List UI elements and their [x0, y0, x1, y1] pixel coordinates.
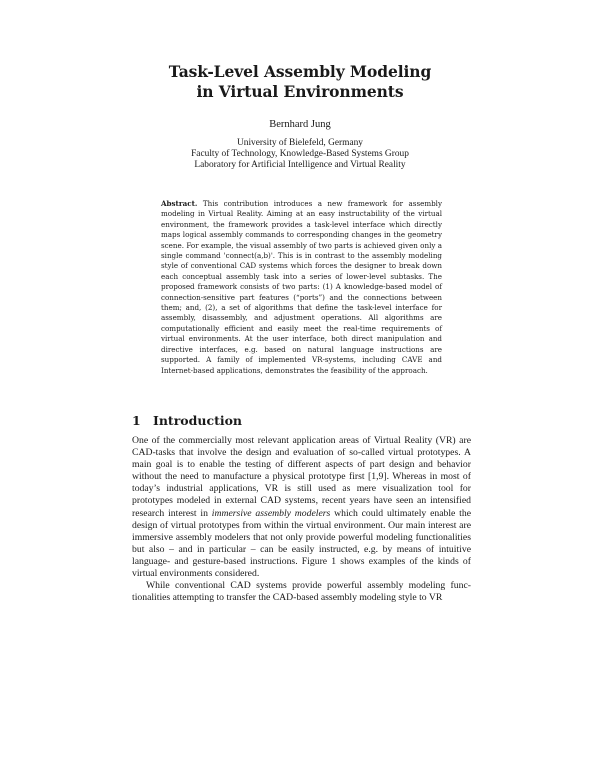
affiliation-line: University of Bielefeld, Germany [236, 138, 363, 148]
paragraph-text: which could ultimately enable the design of virtual prototypes from within the virtual environment. Our main interest are immersive assembly modelers that not only provide powerful modeling functionalities but also – and in particular – can be easily instructed, e.g. by means of intuitive language- and gesture-based instructions. Figure 1 shows examples of the kinds of virtual environments considered. [132, 507, 472, 580]
author-name: Bernhard Jung [269, 119, 331, 130]
body-text [132, 435, 471, 604]
abstract [161, 199, 442, 376]
paper-title [0, 62, 600, 102]
section-heading [132, 414, 242, 428]
paragraph [132, 435, 471, 580]
emphasis-text: immersive assembly modelers [211, 507, 331, 519]
abstract-text: This contribution introduces a new framework for assembly modeling in Virtual Reality. Aiming at an easy instructability of the virtual environment, the framework provides a task-level interface which directly maps logical assembly commands to corresponding changes in the geometry scene. For example, the visual assembly of two parts is achieved given only a single command 'connect(a,b)'. This is in contrast to the assembly modeling style of conventional CAD systems which forces the designer to break down each conceptual assembly task into a series of lower-level subtasks. The proposed framework consists of two parts: (1) A knowledge-based model of connection-sensitive part features (“ports”) and the connections between them; and, (2), a set of algorithms that define the task-level interface for assembly, disassembly, and adjustment operations. All algorithms are computationally efficient and easily meet the real-time requirements of virtual environments. At the user interface, both direct manipulation and directive interfaces, e.g. based on natural language instructions are supported. A family of implemented VR-systems, including CAVE and Internet-based applications, demonstrates the feasibility of the approach. [161, 199, 442, 375]
title-line-2: in Virtual Environments [196, 82, 404, 101]
paragraph-text: One of the commercially most relevant application areas of Virtual Reality (VR) are CAD-tasks that involve the design and evaluation of so-called virtual prototypes. A main goal is to enable the testing of different aspects of part design and behavior without the need to manufacture a physical prototype first [1,9]. Whereas in most of today’s industrial applications, VR is still used as mere visualization tool for prototypes modeled in external CAD systems, recent years have seen an intensified research interest in [132, 435, 471, 519]
affiliation-line: Laboratory for Artificial Intelligence and Virtual Reality [194, 160, 406, 170]
title-line-1: Task-Level Assembly Modeling [168, 62, 432, 81]
affiliation-block [0, 138, 600, 171]
affiliation-line: Faculty of Technology, Knowledge-Based Systems Group [191, 149, 409, 159]
abstract-label: Abstract. [161, 199, 198, 208]
paragraph: While conventional CAD systems provide powerful assembly modeling functionalities attempting to transfer the CAD-based assembly modeling style to VR [132, 580, 471, 604]
section-title: Introduction [153, 413, 243, 428]
section-number: 1 [132, 413, 141, 428]
